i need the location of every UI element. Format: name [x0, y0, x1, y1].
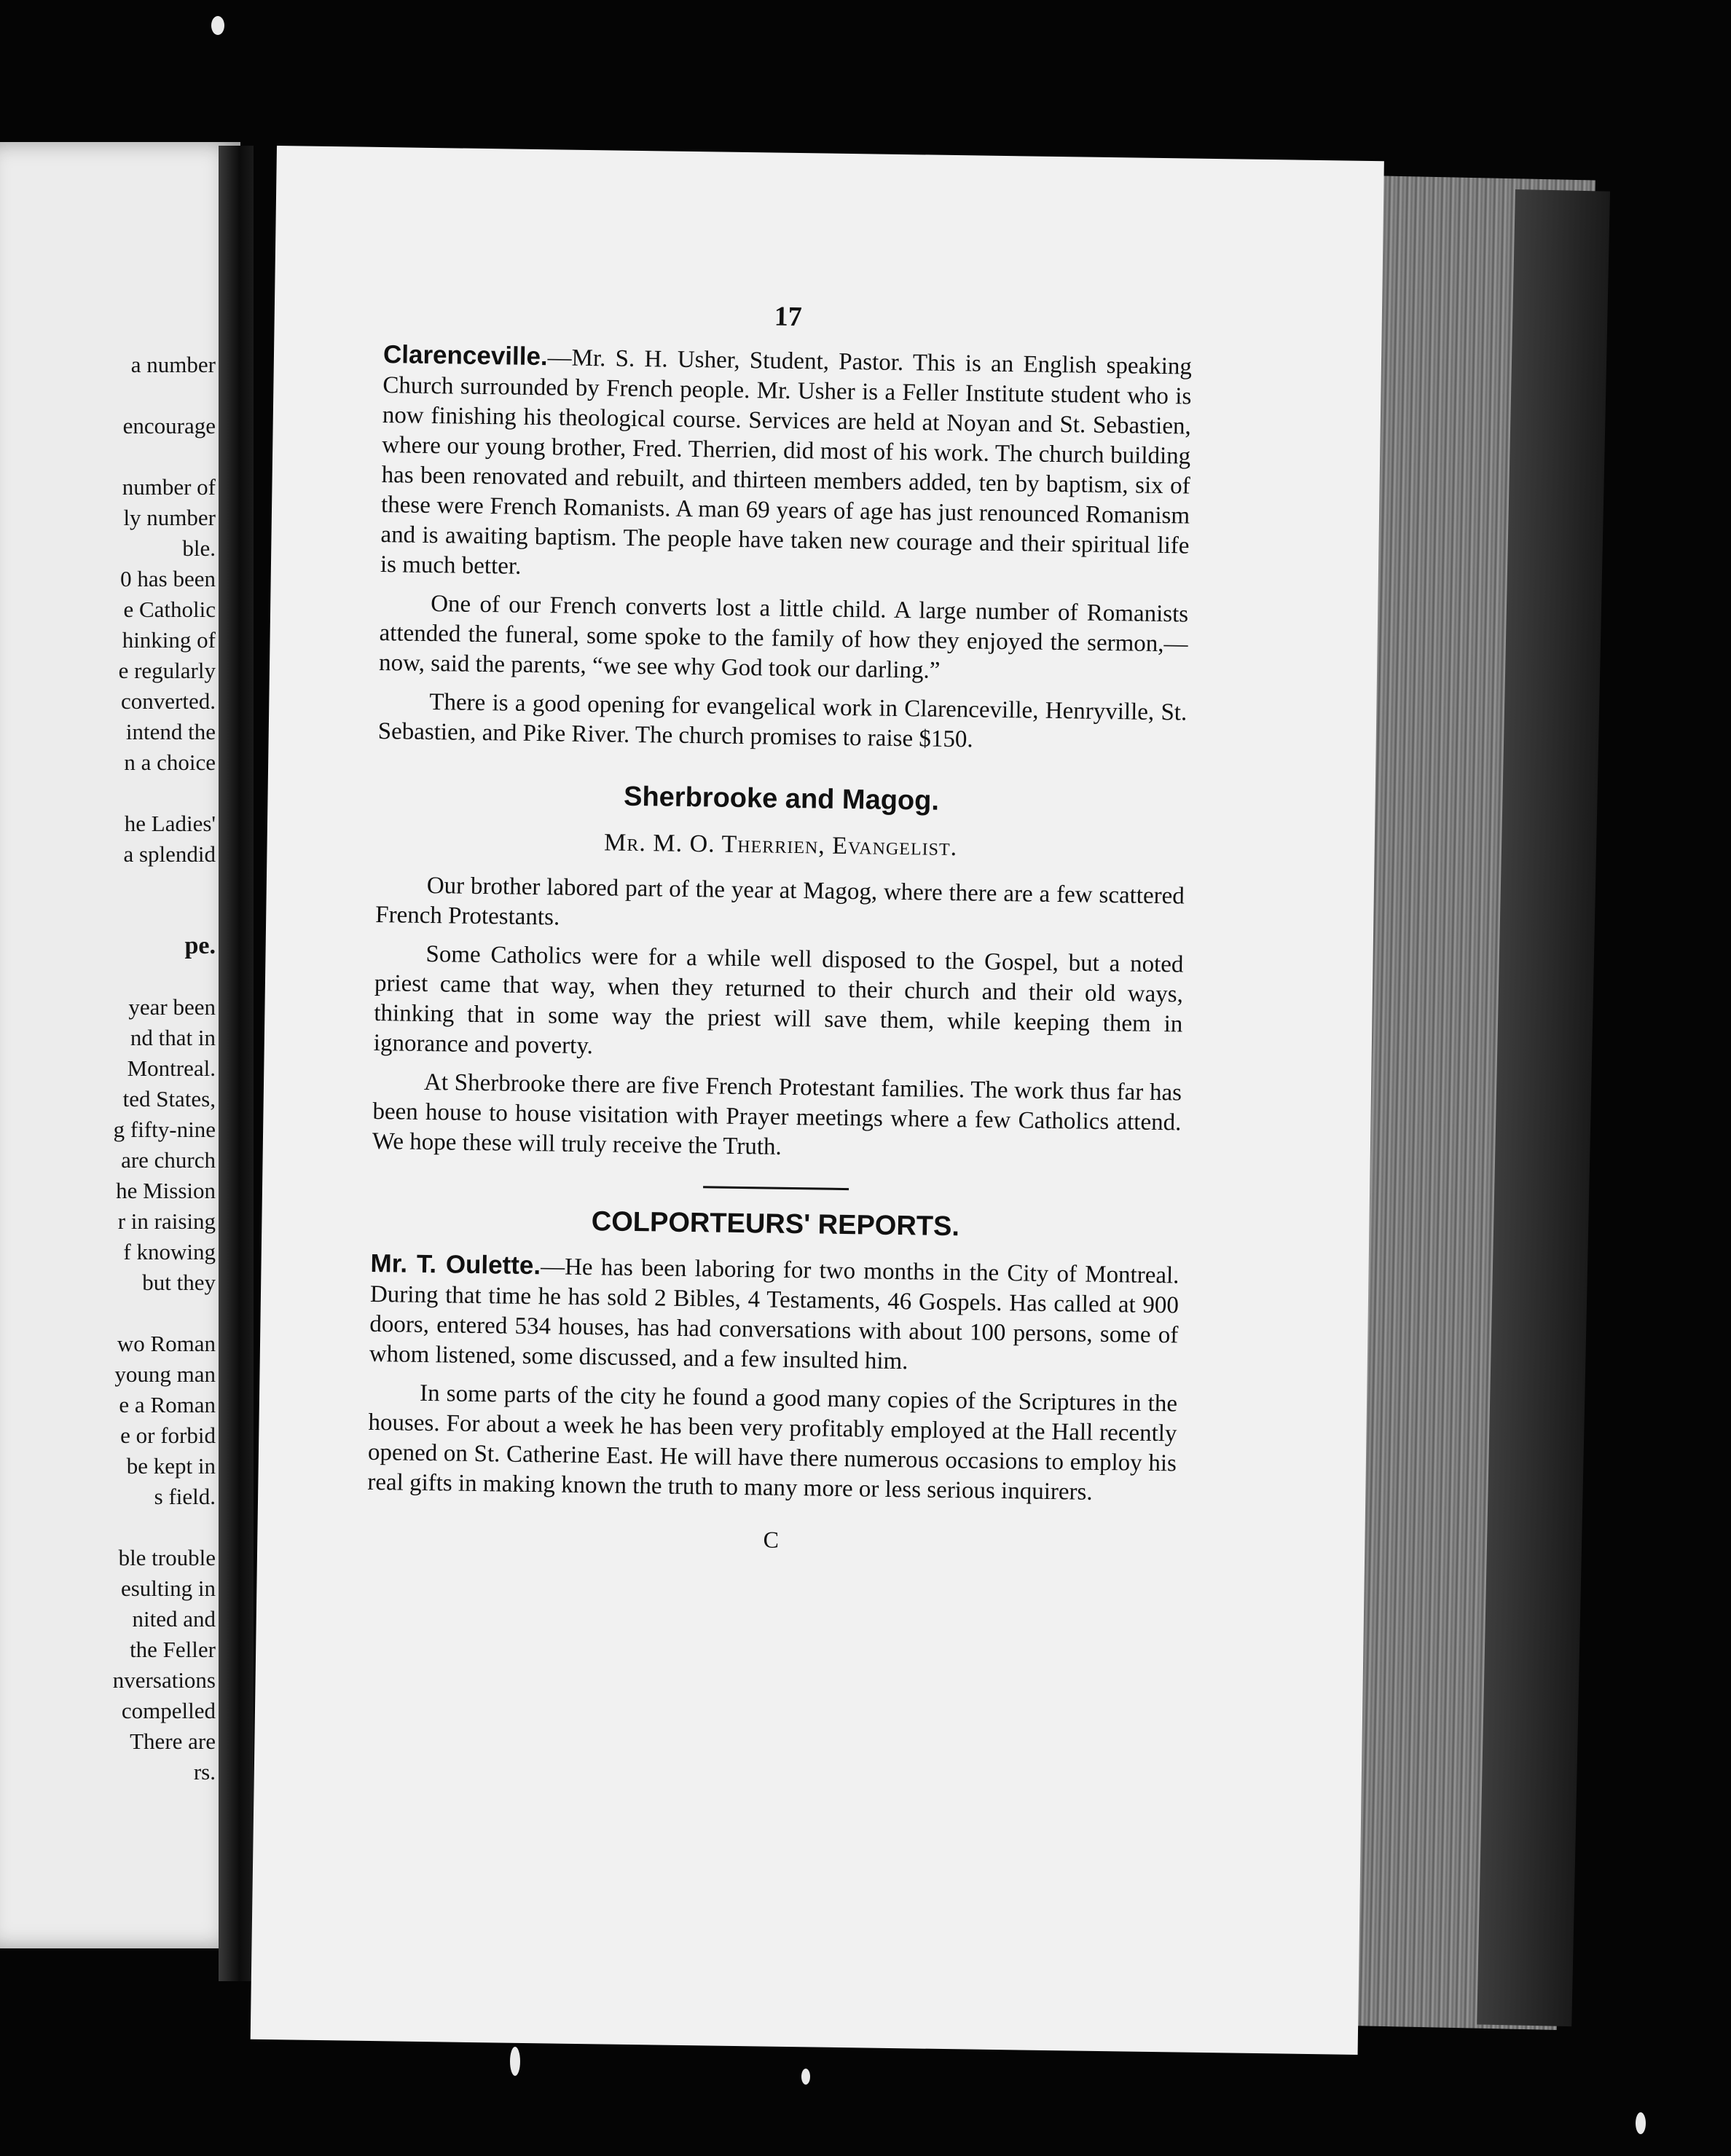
colporteurs-heading: COLPORTEURS' REPORTS. — [591, 1206, 960, 1243]
left-page-line: converted. — [121, 688, 216, 714]
clarenceville-paragraph — [380, 339, 1192, 591]
left-page-line: n a choice — [124, 750, 216, 775]
left-page-line: number of — [122, 474, 216, 500]
left-page-line: nversations — [112, 1667, 216, 1693]
scan-speck — [801, 2069, 810, 2085]
left-page-line: There are — [130, 1728, 216, 1754]
oulette-paragraph — [369, 1248, 1179, 1380]
left-page-line: ble. — [182, 535, 216, 561]
left-page-line: are church — [121, 1147, 216, 1173]
left-page-line: 0 has been — [120, 566, 216, 591]
sherbrooke-paragraph-1: Our brother labored part of the year at Magog, where there are a few scattered French Protestants. — [375, 872, 1185, 931]
left-page-line: e regularly — [118, 658, 216, 683]
left-page-line: esulting in — [120, 1575, 216, 1601]
oulette-lead: Mr. T. Oulette. — [370, 1248, 541, 1280]
scan-speck — [211, 16, 224, 35]
left-page-text — [0, 350, 216, 1787]
clarenceville-paragraph-2: One of our French converts lost a little child. A large number of Romanists attended the funeral, some spoke to the family of how they enjoyed the sermon,—now, said the parents, “we see why God took our darling.” — [378, 591, 1189, 684]
left-page-line: be kept in — [126, 1453, 216, 1479]
sherbrooke-heading: Sherbrooke and Magog. — [623, 781, 940, 817]
signature-mark: C — [763, 1526, 780, 1553]
sherbrooke-paragraph-2: Some Catholics were for a while well disposed to the Gospel, but a noted priest came that way, when they returned to their church and their old ways, thinking that in some way the priest will save them, while keeping them in ignorance and poverty. — [373, 940, 1184, 1060]
left-page-line: year been — [128, 994, 216, 1020]
left-page-line — [0, 380, 216, 411]
left-page-line — [0, 778, 216, 808]
clarenceville-dash: — — [547, 345, 572, 371]
left-page-line: e a Roman — [119, 1392, 216, 1417]
left-page-line: intend the — [125, 719, 216, 744]
left-page-line — [0, 870, 216, 900]
page-content — [366, 296, 1193, 1560]
left-page-line: f knowing — [123, 1239, 216, 1264]
left-page-line — [0, 441, 216, 472]
scan-speck — [510, 2047, 520, 2076]
sherbrooke-paragraph-3: At Sherbrooke there are five French Protestant families. The work thus far has been house to house visitation with Prayer meetings where a few Catholics attend. We hope these will truly receive the Truth. — [372, 1069, 1182, 1160]
left-page-line: Montreal. — [127, 1055, 216, 1081]
left-page-line — [0, 900, 216, 931]
left-page-line: nited and — [132, 1606, 216, 1632]
left-page-line: the Feller — [130, 1637, 216, 1662]
scan-speck — [1636, 2112, 1646, 2134]
left-page-line — [0, 1512, 216, 1543]
page-number: 17 — [774, 301, 803, 333]
section-divider — [703, 1186, 849, 1190]
left-page-line: r in raising — [117, 1208, 216, 1234]
left-page-line: encourage — [122, 413, 216, 438]
left-page-line: ted States, — [122, 1086, 216, 1112]
left-page-line: he Ladies' — [124, 811, 216, 836]
oulette-text: He has been laboring for two months in the City of Montreal. During that time he has sold 2 Bibles, 4 Testaments, 46 Gospels. Has called at 900 doors, entered 534 houses, has had conversations with about 100 persons, some of whom listened, some discussed, and a few insulted him. — [369, 1254, 1179, 1375]
left-page-line: a splendid — [123, 841, 216, 867]
clarenceville-lead: Clarenceville. — [382, 340, 548, 371]
left-page-line: ly number — [123, 505, 216, 530]
left-page-line: hinking of — [122, 627, 216, 653]
left-page-line — [0, 961, 216, 992]
left-page-line: but they — [142, 1270, 216, 1295]
left-page-line: young man — [114, 1361, 216, 1387]
left-page-line: nd that in — [130, 1025, 216, 1050]
oulette-paragraph-2: In some parts of the city he found a good many copies of the Scriptures in the houses. For about a week he has been very profitably employed at the Hall recently opened on St. Catherine East. He will have there numerous occasions to employ his real gifts in making known the truth to many more or less serious inquirers. — [367, 1380, 1178, 1506]
left-page-line: ble trouble — [118, 1545, 216, 1570]
left-page-line: e Catholic — [123, 597, 216, 622]
left-page-line: he Mission — [116, 1178, 216, 1203]
left-page-line: a number — [130, 352, 216, 377]
oulette-dash: — — [540, 1254, 565, 1280]
left-page-line: e or forbid — [120, 1423, 216, 1448]
right-page — [251, 146, 1384, 2055]
left-page-line: compelled — [121, 1698, 216, 1723]
sherbrooke-subheading: Mr. M. O. Therrien, Evangelist. — [603, 829, 958, 862]
left-page-line: wo Roman — [117, 1331, 216, 1356]
left-page-line: s field. — [154, 1484, 216, 1509]
left-page-line — [0, 1298, 216, 1329]
left-page-line: g fifty-nine — [113, 1117, 216, 1142]
clarenceville-paragraph-3: There is a good opening for evangelical work in Clarenceville, Henryville, St. Sebastien, and Pike River. The church promises to raise $150. — [377, 688, 1188, 753]
left-page-line: rs. — [193, 1759, 216, 1785]
book-gutter — [219, 146, 254, 1981]
left-page-line: pe. — [184, 932, 216, 959]
left-page — [0, 142, 240, 1948]
clarenceville-text: Mr. S. H. Usher, Student, Pastor. This is an English speaking Church surrounded by French people. Mr. Usher is a Feller Institute student who is now finishing his theological course. Services are held at Noyan and St. Sebastien, where our young brother, Fred. Therrien, did most of his work. The church building has been renovated and rebuilt, and thirteen members added, ten by baptism, six of these were French Romanists. A man 69 years of age has just renounced Romanism and is awaiting baptism. The people have taken new courage and their spiritual life is much better. — [380, 345, 1193, 580]
